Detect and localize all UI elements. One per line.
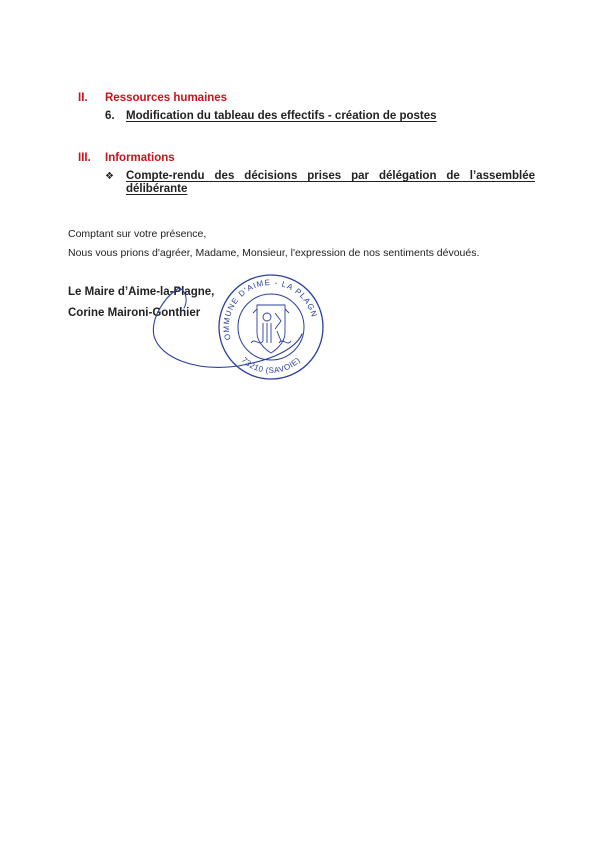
section-title: Informations [105,152,175,164]
agenda-item-modification-effectifs [105,110,437,122]
item-text: Modification du tableau des effectifs - création de postes [126,110,437,122]
signature-name: Corine Maironi-Gonthier [68,307,201,319]
seal-top-text: COMMUNE D'AIME - LA PLAGNE [221,277,319,342]
svg-text:COMMUNE D'AIME - LA PLAGNE [211,267,319,342]
signature-and-seal [146,262,326,392]
signature-title: Le Maire d’Aime-la-Plagne, [68,286,215,298]
signature-stroke [176,289,186,308]
section-number: III. [78,152,91,164]
diamond-bullet-icon: ❖ [105,171,114,182]
section-heading-informations [78,152,175,164]
coat-of-arms-icon [251,305,291,353]
svg-text:73210 (SAVOIE) [240,355,302,375]
agenda-item-compte-rendu [105,170,535,196]
closing-line-2: Nous vous prions d'agréer, Madame, Monsieur, l'expression de nos sentiments dévoués. [68,247,480,259]
seal-stamp-icon [146,262,326,392]
closing-line-1: Comptant sur votre présence, [68,228,207,240]
seal-bottom-text: 73210 (SAVOIE) [239,355,303,376]
section-number: II. [78,92,88,104]
section-title: Ressources humaines [105,92,228,104]
item-marker: 6. [105,110,115,122]
item-text: Compte-rendu des décisions prises par délégation de l’assemblée délibérante [126,170,535,195]
section-heading-ressources-humaines [78,92,227,104]
